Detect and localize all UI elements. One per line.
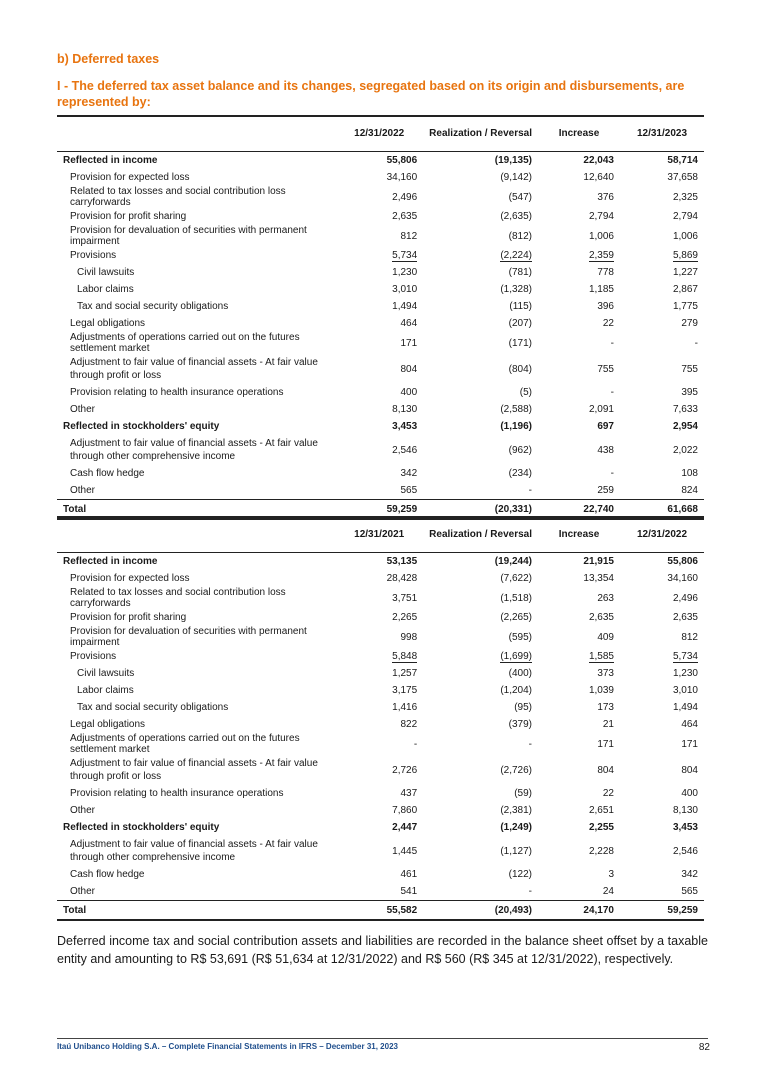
value-cell: 1,257 <box>392 668 418 679</box>
value-cell: 400 <box>681 788 698 799</box>
value-cell: 7,860 <box>392 805 418 816</box>
row-label: Cash flow hedge <box>70 869 145 880</box>
value-cell: (1,196) <box>500 421 532 432</box>
value-cell: 263 <box>597 592 614 604</box>
column-header: 12/31/2023 <box>620 116 704 152</box>
row-label: Other <box>70 404 96 415</box>
value-cell: 34,160 <box>386 172 418 183</box>
value-cell: (59) <box>514 788 532 799</box>
value-cell: (400) <box>508 668 532 679</box>
column-header: 12/31/2022 <box>620 517 704 553</box>
value-cell: 2,265 <box>392 612 418 623</box>
table-row <box>57 247 704 264</box>
row-label: Labor claims <box>77 284 134 295</box>
table-row <box>57 626 704 648</box>
value-cell: 342 <box>681 869 698 880</box>
value-cell: 59,259 <box>335 500 423 520</box>
table-row <box>57 298 704 315</box>
row-label: Reflected in stockholders' equity <box>63 421 220 432</box>
value-cell: (2,635) <box>500 211 532 222</box>
value-cell: (19,244) <box>494 556 532 567</box>
value-cell: (2,726) <box>500 764 532 776</box>
row-label: Legal obligations <box>70 719 146 730</box>
value-cell: 55,582 <box>335 901 423 921</box>
value-cell: 8,130 <box>672 805 698 816</box>
value-cell: 824 <box>681 485 698 496</box>
table-row <box>57 186 704 208</box>
value-cell: 28,428 <box>386 573 418 584</box>
row-label: Provisions <box>70 651 117 662</box>
header-blank-cell <box>57 517 335 553</box>
value-cell: 778 <box>597 267 614 278</box>
value-cell: (781) <box>508 267 532 278</box>
row-label: Reflected in stockholders' equity <box>63 822 220 833</box>
value-cell: 3 <box>608 869 614 880</box>
value-cell: (5) <box>519 387 532 398</box>
table-row <box>57 435 704 465</box>
value-cell: 2,546 <box>672 845 698 857</box>
value-cell: 12,640 <box>583 172 614 183</box>
value-cell: 1,416 <box>392 702 418 713</box>
table-row <box>57 465 704 482</box>
page-number: 82 <box>698 1042 710 1053</box>
value-cell: (379) <box>508 719 532 730</box>
value-cell: 1,227 <box>672 267 698 278</box>
value-cell: 171 <box>681 738 698 750</box>
value-cell: 1,039 <box>588 685 614 696</box>
value-cell: 1,494 <box>672 702 698 713</box>
value-cell: 58,714 <box>667 155 698 166</box>
value-cell: 55,806 <box>667 556 698 567</box>
value-cell: 804 <box>597 764 614 776</box>
value-cell: 565 <box>681 886 698 897</box>
column-header: 12/31/2021 <box>335 517 423 553</box>
value-cell: (1,328) <box>500 284 532 295</box>
value-cell: 171 <box>400 337 418 349</box>
value-cell: 755 <box>681 363 698 375</box>
value-cell: 2,635 <box>588 612 614 623</box>
value-cell: (1,249) <box>500 822 532 833</box>
value-cell: 8,130 <box>392 404 418 415</box>
value-cell: - <box>610 387 614 398</box>
value-cell: 396 <box>597 301 614 312</box>
value-cell: (20,331) <box>423 500 538 520</box>
header-blank-cell <box>57 116 335 152</box>
table-row <box>57 587 704 609</box>
value-cell: 461 <box>400 869 418 880</box>
row-label: Adjustment to fair value of financial assets - At fair value through profit or loss <box>70 758 318 782</box>
value-cell: 2,496 <box>392 191 418 203</box>
footer-company-text: Itaú Unibanco Holding S.A. – Complete Financial Statements in IFRS – December 31, 2023 <box>57 1042 398 1051</box>
value-cell: 1,585 <box>588 651 614 662</box>
value-cell: 5,734 <box>672 651 698 662</box>
value-cell: (595) <box>508 631 532 643</box>
value-cell: 438 <box>597 444 614 456</box>
value-cell: (122) <box>508 869 532 880</box>
value-cell: 37,658 <box>667 172 698 183</box>
row-label: Provision relating to health insurance operations <box>70 387 284 398</box>
table-row <box>57 570 704 587</box>
value-cell: (2,224) <box>500 250 532 261</box>
table-row <box>57 699 704 716</box>
column-header: Increase <box>538 517 620 553</box>
section-title: b) Deferred taxes <box>57 52 160 66</box>
value-cell: 34,160 <box>667 573 698 584</box>
subsection-title: I - The deferred tax asset balance and its changes, segregated based on its origin and disbursements, are represented by: <box>57 79 685 109</box>
table-header-row <box>57 116 704 152</box>
table-row <box>57 418 704 435</box>
value-cell: (1,518) <box>500 592 532 604</box>
value-cell: 342 <box>400 468 418 479</box>
value-cell: 2,091 <box>588 404 614 415</box>
row-label: Provision relating to health insurance operations <box>70 788 284 799</box>
value-cell: 822 <box>400 719 418 730</box>
table-row <box>57 755 704 785</box>
value-cell: (1,127) <box>500 845 532 857</box>
value-cell: 1,775 <box>672 301 698 312</box>
value-cell: 3,453 <box>672 822 698 833</box>
value-cell: 755 <box>597 363 614 375</box>
value-cell: (115) <box>509 301 532 312</box>
value-cell: - <box>528 886 532 897</box>
value-cell: 24,170 <box>538 901 620 921</box>
value-cell: (234) <box>508 468 532 479</box>
value-cell: 3,751 <box>392 592 418 604</box>
row-label: Related to tax losses and social contribution loss carryforwards <box>70 186 286 208</box>
row-label: Provision for profit sharing <box>70 211 187 222</box>
row-label: Reflected in income <box>63 155 158 166</box>
row-label: Adjustments of operations carried out on the futures settlement market <box>70 733 300 755</box>
value-cell: (804) <box>508 363 532 375</box>
value-cell: 2,726 <box>392 764 418 776</box>
table-row <box>57 332 704 354</box>
value-cell: 22,740 <box>538 500 620 520</box>
value-cell: 464 <box>681 719 698 730</box>
value-cell: - <box>694 337 698 349</box>
row-label: Adjustment to fair value of financial assets - At fair value through other comprehensive income <box>70 438 318 462</box>
value-cell: (171) <box>508 337 532 349</box>
value-cell: 2,867 <box>672 284 698 295</box>
row-label: Adjustment to fair value of financial assets - At fair value through other comprehensive income <box>70 839 318 863</box>
value-cell: (95) <box>514 702 532 713</box>
table-row <box>57 819 704 836</box>
value-cell: 565 <box>400 485 418 496</box>
value-cell: 7,633 <box>672 404 698 415</box>
value-cell: 1,006 <box>672 230 698 242</box>
column-header: 12/31/2022 <box>335 116 423 152</box>
table-row <box>57 384 704 401</box>
value-cell: 804 <box>681 764 698 776</box>
value-cell: (2,265) <box>500 612 532 623</box>
table-row <box>57 482 704 500</box>
value-cell: 61,668 <box>620 500 704 520</box>
value-cell: 3,010 <box>392 284 418 295</box>
row-label: Civil lawsuits <box>77 668 135 679</box>
value-cell: 437 <box>400 788 418 799</box>
row-label: Total <box>57 500 335 520</box>
row-label: Tax and social security obligations <box>77 702 229 713</box>
value-cell: - <box>528 485 532 496</box>
value-cell: 2,359 <box>588 250 614 261</box>
table-row <box>57 609 704 626</box>
value-cell: (9,142) <box>500 172 532 183</box>
value-cell: 2,651 <box>588 805 614 816</box>
value-cell: 21,915 <box>583 556 614 567</box>
row-label: Adjustments of operations carried out on the futures settlement market <box>70 332 300 354</box>
value-cell: 108 <box>681 468 698 479</box>
value-cell: 259 <box>597 485 614 496</box>
value-cell: 376 <box>597 191 614 203</box>
row-label: Civil lawsuits <box>77 267 135 278</box>
value-cell: 1,006 <box>588 230 614 242</box>
value-cell: (207) <box>508 318 532 329</box>
value-cell: 1,185 <box>588 284 614 295</box>
value-cell: 22,043 <box>583 155 614 166</box>
value-cell: 171 <box>597 738 614 750</box>
row-label: Provision for expected loss <box>70 573 190 584</box>
table-row <box>57 836 704 866</box>
table-row <box>57 883 704 901</box>
table-row <box>57 733 704 755</box>
value-cell: 1,445 <box>392 845 418 857</box>
table-row <box>57 152 704 170</box>
table-row <box>57 169 704 186</box>
value-cell: 2,546 <box>392 444 418 456</box>
value-cell: 373 <box>597 668 614 679</box>
table-row <box>57 281 704 298</box>
value-cell: - <box>610 337 614 349</box>
row-label: Reflected in income <box>63 556 158 567</box>
value-cell: 2,255 <box>588 822 614 833</box>
value-cell: 812 <box>681 631 698 643</box>
value-cell: (19,135) <box>494 155 532 166</box>
value-cell: (1,204) <box>500 685 532 696</box>
table-row <box>57 208 704 225</box>
table-row <box>57 225 704 247</box>
value-cell: (1,699) <box>500 651 532 662</box>
value-cell: (962) <box>508 444 532 456</box>
value-cell: - <box>610 468 614 479</box>
value-cell: 812 <box>400 230 418 242</box>
table-row <box>57 354 704 384</box>
footer-divider <box>57 1038 708 1039</box>
row-label: Provision for devaluation of securities with permanent impairment <box>70 225 307 247</box>
value-cell: 3,453 <box>392 421 418 432</box>
row-label: Adjustment to fair value of financial assets - At fair value through profit or loss <box>70 357 318 381</box>
row-label: Cash flow hedge <box>70 468 145 479</box>
value-cell: 2,794 <box>672 211 698 222</box>
value-cell: 53,135 <box>386 556 418 567</box>
table-row <box>57 866 704 883</box>
table-row <box>57 901 704 921</box>
column-header: Increase <box>538 116 620 152</box>
row-label: Provisions <box>70 250 117 261</box>
value-cell: (547) <box>508 191 532 203</box>
value-cell: 409 <box>597 631 614 643</box>
value-cell: 2,447 <box>392 822 418 833</box>
value-cell: 3,175 <box>392 685 418 696</box>
value-cell: 2,022 <box>672 444 698 456</box>
value-cell: 2,325 <box>672 191 698 203</box>
value-cell: 173 <box>597 702 614 713</box>
row-label: Related to tax losses and social contribution loss carryforwards <box>70 587 286 609</box>
value-cell: 1,230 <box>672 668 698 679</box>
value-cell: 2,228 <box>588 845 614 857</box>
value-cell: 21 <box>602 719 614 730</box>
value-cell: 3,010 <box>672 685 698 696</box>
value-cell: 1,494 <box>392 301 418 312</box>
column-header: Realization / Reversal <box>423 517 538 553</box>
deferred-tax-table-2022 <box>57 516 704 921</box>
column-header: Realization / Reversal <box>423 116 538 152</box>
table-row <box>57 315 704 332</box>
offset-note: Deferred income tax and social contribution assets and liabilities are recorded in the balance sheet offset by a taxable entity and amounting to R$ 53,691 (R$ 51,634 at 12/31/2022) and R$ 560 (R$ 345 at 12/31/2022), respectively. <box>57 934 708 966</box>
value-cell: 2,635 <box>672 612 698 623</box>
value-cell: 5,869 <box>672 250 698 261</box>
value-cell: 400 <box>400 387 418 398</box>
value-cell: 2,954 <box>672 421 698 432</box>
value-cell: (2,381) <box>500 805 532 816</box>
value-cell: (20,493) <box>423 901 538 921</box>
table-row <box>57 682 704 699</box>
value-cell: 2,794 <box>588 211 614 222</box>
value-cell: (812) <box>508 230 532 242</box>
value-cell: 13,354 <box>583 573 614 584</box>
value-cell: 22 <box>602 788 614 799</box>
row-label: Other <box>70 886 96 897</box>
row-label: Total <box>57 901 335 921</box>
value-cell: 5,734 <box>392 250 418 261</box>
row-label: Provision for devaluation of securities with permanent impairment <box>70 626 307 648</box>
value-cell: 2,635 <box>392 211 418 222</box>
value-cell: (2,588) <box>500 404 532 415</box>
value-cell: 55,806 <box>386 155 418 166</box>
table-row <box>57 802 704 819</box>
row-label: Tax and social security obligations <box>77 301 229 312</box>
value-cell: 804 <box>400 363 418 375</box>
value-cell: 22 <box>602 318 614 329</box>
table-row <box>57 665 704 682</box>
row-label: Provision for expected loss <box>70 172 190 183</box>
value-cell: 59,259 <box>620 901 704 921</box>
value-cell: 998 <box>400 631 418 643</box>
deferred-tax-table-2023 <box>57 115 704 520</box>
value-cell: 279 <box>681 318 698 329</box>
row-label: Other <box>70 805 96 816</box>
value-cell: 464 <box>400 318 418 329</box>
value-cell: 541 <box>400 886 418 897</box>
value-cell: - <box>413 738 418 750</box>
value-cell: 24 <box>602 886 614 897</box>
row-label: Other <box>70 485 96 496</box>
value-cell: - <box>528 738 532 750</box>
table-row <box>57 553 704 571</box>
row-label: Provision for profit sharing <box>70 612 187 623</box>
value-cell: 395 <box>681 387 698 398</box>
row-label: Legal obligations <box>70 318 146 329</box>
row-label: Labor claims <box>77 685 134 696</box>
value-cell: 2,496 <box>672 592 698 604</box>
value-cell: 1,230 <box>392 267 418 278</box>
table-row <box>57 264 704 281</box>
table-header-row <box>57 517 704 553</box>
value-cell: (7,622) <box>500 573 532 584</box>
value-cell: 5,848 <box>392 651 418 662</box>
table-row <box>57 401 704 418</box>
table-row <box>57 785 704 802</box>
table-row <box>57 716 704 733</box>
table-row <box>57 648 704 665</box>
value-cell: 697 <box>597 421 614 432</box>
